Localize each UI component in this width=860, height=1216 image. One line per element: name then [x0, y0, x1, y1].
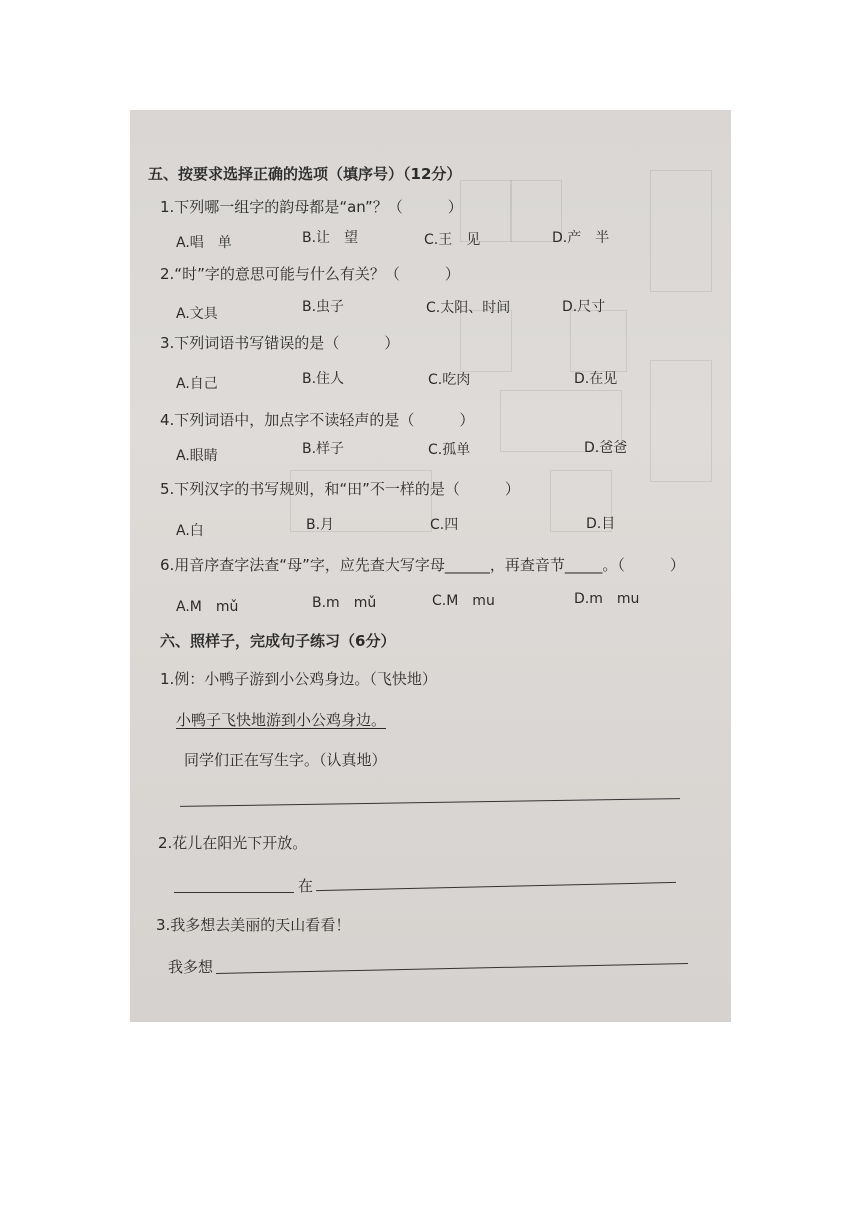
question-3-option-d: D.在见	[574, 371, 618, 387]
q1-answer-line[interactable]	[180, 798, 680, 807]
question-1-option-d: D.产 半	[552, 230, 610, 246]
question-3-option-b: B.住人	[302, 371, 345, 387]
bleed-through-grid	[460, 310, 512, 372]
q3-answer-line[interactable]	[216, 963, 688, 974]
section-6-title: 六、照样子，完成句子练习（6分）	[160, 632, 396, 650]
bleed-through-grid	[650, 360, 712, 482]
q2-answer-line-right[interactable]	[316, 882, 676, 891]
question-4-option-b: B.样子	[302, 441, 345, 457]
question-6-stem: 6.用音序查字法查“母”字，应先查大写字母______，再查音节_____。（ ）	[160, 556, 685, 574]
question-1-stem: 1.下列哪一组字的韵母都是“an”？（ ）	[160, 198, 463, 216]
question-4-option-a: A.眼睛	[176, 448, 218, 464]
question-2-stem: 2.“时”字的意思可能与什么有关？（ ）	[160, 265, 460, 283]
q2-prompt: 2.花儿在阳光下开放。	[158, 834, 308, 852]
question-6-option-d: D.m mu	[574, 591, 640, 607]
question-3-option-a: A.自己	[176, 376, 218, 392]
q1-example-answer: 小鸭子飞快地游到小公鸡身边。	[176, 711, 387, 729]
question-2-option-b: B.虫子	[302, 299, 345, 315]
bleed-through-grid	[650, 170, 712, 292]
question-4-option-d: D.爸爸	[584, 440, 628, 456]
question-1-option-a: A.唱 单	[176, 235, 232, 251]
question-5-option-a: A.白	[176, 523, 204, 539]
question-2-option-d: D.尺寸	[562, 299, 606, 315]
question-6-option-a: A.M mǔ	[176, 599, 239, 615]
question-4-stem: 4.下列词语中，加点字不读轻声的是（ ）	[160, 411, 475, 429]
worksheet-paper	[130, 110, 731, 1022]
question-2-option-c: C.太阳、时间	[426, 300, 511, 316]
q2-middle-word: 在	[298, 877, 314, 895]
question-6-option-c: C.M mu	[432, 593, 495, 609]
question-5-option-b: B.月	[306, 517, 335, 533]
q3-prompt: 3.我多想去美丽的天山看看！	[156, 916, 351, 934]
q2-answer-line-left[interactable]	[174, 892, 294, 893]
question-5-stem: 5.下列汉字的书写规则，和“田”不一样的是（ ）	[160, 480, 520, 498]
question-5-option-c: C.四	[430, 517, 459, 533]
question-6-option-b: B.m mǔ	[312, 595, 377, 611]
question-1-option-b: B.让 望	[302, 230, 359, 246]
question-5-option-d: D.目	[586, 516, 616, 532]
question-3-stem: 3.下列词语书写错误的是（ ）	[160, 334, 400, 352]
q1-example: 1.例：小鸭子游到小公鸡身边。（飞快地）	[160, 670, 437, 688]
q3-sentence-start: 我多想	[168, 958, 214, 976]
question-3-option-c: C.吃肉	[428, 372, 471, 388]
q1-prompt: 同学们正在写生字。（认真地）	[184, 751, 387, 769]
section-5-title: 五、按要求选择正确的选项（填序号）（12分）	[148, 165, 462, 183]
question-4-option-c: C.孤单	[428, 442, 471, 458]
bleed-through-grid	[570, 310, 627, 372]
question-1-option-c: C.王 见	[424, 232, 481, 248]
question-2-option-a: A.文具	[176, 306, 218, 322]
